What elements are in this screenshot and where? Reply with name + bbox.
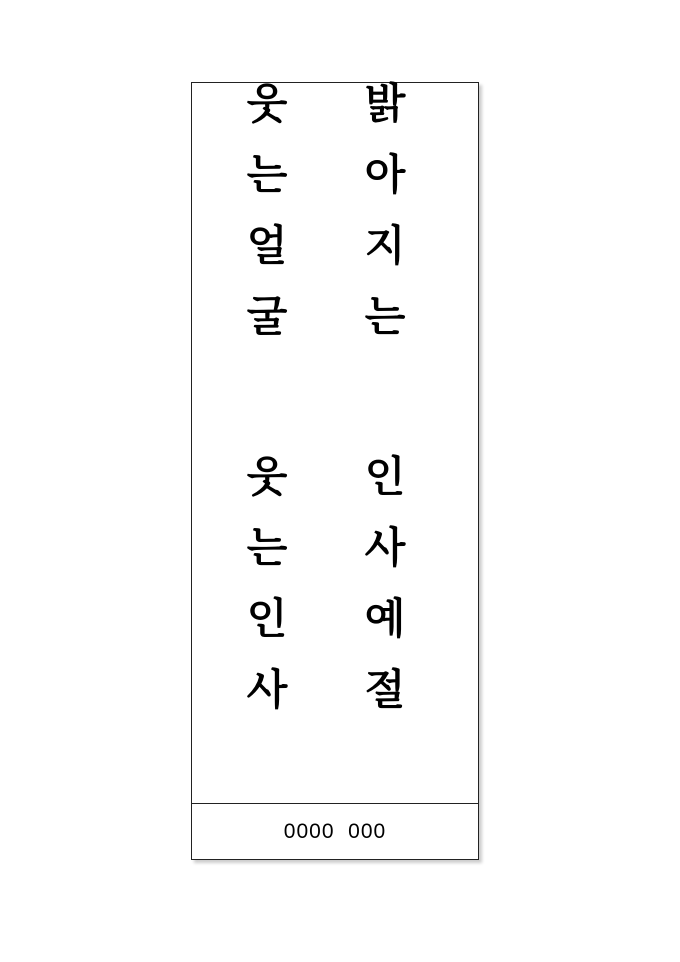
footer-text: 0000 000 <box>283 819 387 843</box>
banner-footer <box>192 804 478 859</box>
glyph: 얼 <box>246 221 288 270</box>
glyph: 사 <box>246 665 288 714</box>
glyph: 는 <box>246 523 288 572</box>
glyph: 웃 <box>246 452 288 501</box>
glyph: 지 <box>364 221 406 270</box>
glyph: 아 <box>364 150 406 199</box>
glyph: 사 <box>364 523 406 572</box>
glyph: 는 <box>246 150 288 199</box>
glyph: 예 <box>364 594 406 643</box>
glyph: 절 <box>364 665 406 714</box>
glyph: 웃 <box>246 79 288 128</box>
banner-body <box>192 79 478 803</box>
text-column-right <box>222 79 312 714</box>
glyph: 밝 <box>364 79 406 128</box>
glyph: 굴 <box>246 292 288 341</box>
glyph: 인 <box>246 594 288 643</box>
text-column-left <box>340 79 430 714</box>
glyph: 는 <box>364 292 406 341</box>
glyph: 인 <box>364 452 406 501</box>
banner-poster <box>191 79 479 860</box>
